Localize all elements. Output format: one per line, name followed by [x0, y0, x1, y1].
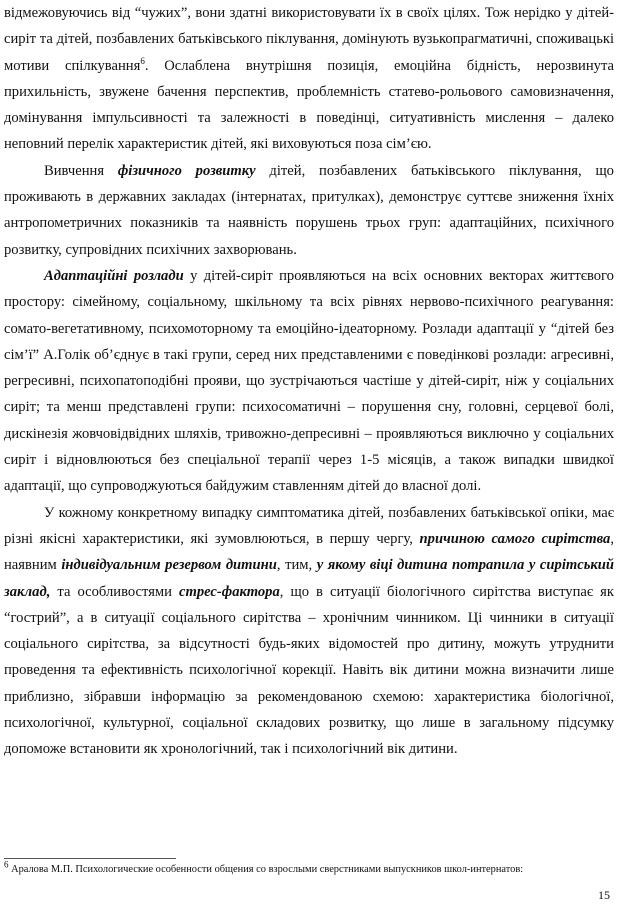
paragraph-text: , що в ситуації біологічного сирітства виступає як “гострий”, а в ситуації соціального сирітства – хронічним чинником. Ці чинники в ситуації соціального сирітства, за відсутності будь-яких відомостей про дитину, можуть утруднити проведення та ефективність психологічної корекції. Навіть вік дитини можна визначити лише приблизно, зібравши інформацію за рекомендованою схемою: характеристика біологічної, психологічної, культурної, соціальної складових розвитку, що лише в загальному підсумку допоможе встановити як хронологічний, так і психологічний вік дитини.	[4, 583, 614, 758]
emphasis-text: стрес-фактора	[179, 583, 280, 600]
page-number: 15	[598, 888, 610, 902]
paragraph-text: у дітей-сиріт проявляються на всіх основних векторах життєвого простору: сімейному, соціальному, шкільному та всіх рівнях нервово-психічного реагування: сомато-вегетативному, психомоторному та емоційно-ідеаторному. Розлади адаптації у “дітей без сім’ї” А.Голік об’єднує в такі групи, серед них представленими є поведінкові розлади: агресивні, регресивні, психопатоподібні прояви, що зустрічаються частіше у дітей-сиріт, ніж у соціальних сиріт; та менш представлені групи: психосоматичні – порушення сну, головні, серцевої болі, дискінезія жовчовідвідних шляхів, тривожно-депресивні – проявляються виключно у соціальних сиріт і відновлюються без спеціальної терапії через 1-5 місяців, а також випадки швидкої адаптації, що супроводжуються байдужим ставленням дітей до власної долі.	[4, 267, 614, 495]
paragraph	[4, 158, 614, 263]
paragraph	[4, 0, 614, 158]
footnote-marker: 6	[4, 859, 9, 870]
emphasis-text: Адаптаційні розлади	[44, 267, 184, 284]
paragraph-text: У кожному конкретному випадку симптоматика дітей, позбавлених батьківської опіки, має різні якісні характеристики, які зумовлюються, в першу чергу,	[4, 504, 614, 547]
paragraph-text: . Ослаблена внутрішня позиція, емоційна бідність, нерозвинута прихильність, звужене бачення перспектив, проблемність статево-рольового самовизначення, домінування імпульсивності та залежності в поведінці, ситуативність мислення – далеко неповний перелік характеристик дітей, які виховуються поза сім’єю.	[4, 57, 614, 153]
paragraph-text: , тим,	[276, 557, 317, 574]
paragraph-text: дітей, позбавлених батьківського піклування, що проживають в державних закладах (інтернатах, притулках), демонструє суттєве зниження їхніх антропометричних показників та наявність порушень трьох груп: адаптаційних, психічного розвитку, супровідних психічних захворювань.	[4, 162, 614, 258]
footnote-text: Аралова М.П. Психологические особенности общения со взрослыми сверстниками выпускников школ-интернатов:	[8, 864, 524, 875]
emphasis-text: фізичного розвитку	[117, 162, 256, 179]
emphasis-text: у якому віці дитина потрапила у сирітський заклад,	[4, 557, 614, 600]
footnote-separator	[4, 858, 176, 859]
paragraph-text: Вивчення	[44, 162, 118, 179]
footnote-reference: 6	[140, 55, 145, 66]
paragraph-text: та особливостями	[50, 583, 180, 600]
paragraph	[4, 263, 614, 500]
body-text	[4, 0, 614, 763]
paragraph-text: відмежовуючись від “чужих”, вони здатні використовувати їх в своїх цілях. Тож нерідко у дітей-сиріт та дітей, позбавлених батьківського піклування, домінують вузькопрагматичні, споживацькі мотиви спілкування	[4, 5, 614, 74]
paragraph	[4, 500, 614, 763]
emphasis-text: причиною самого сирітства	[419, 530, 611, 547]
paragraph-text: , наявним	[4, 530, 615, 574]
footnote	[4, 859, 614, 877]
emphasis-text: індивідуальним резервом дитини	[61, 557, 277, 574]
